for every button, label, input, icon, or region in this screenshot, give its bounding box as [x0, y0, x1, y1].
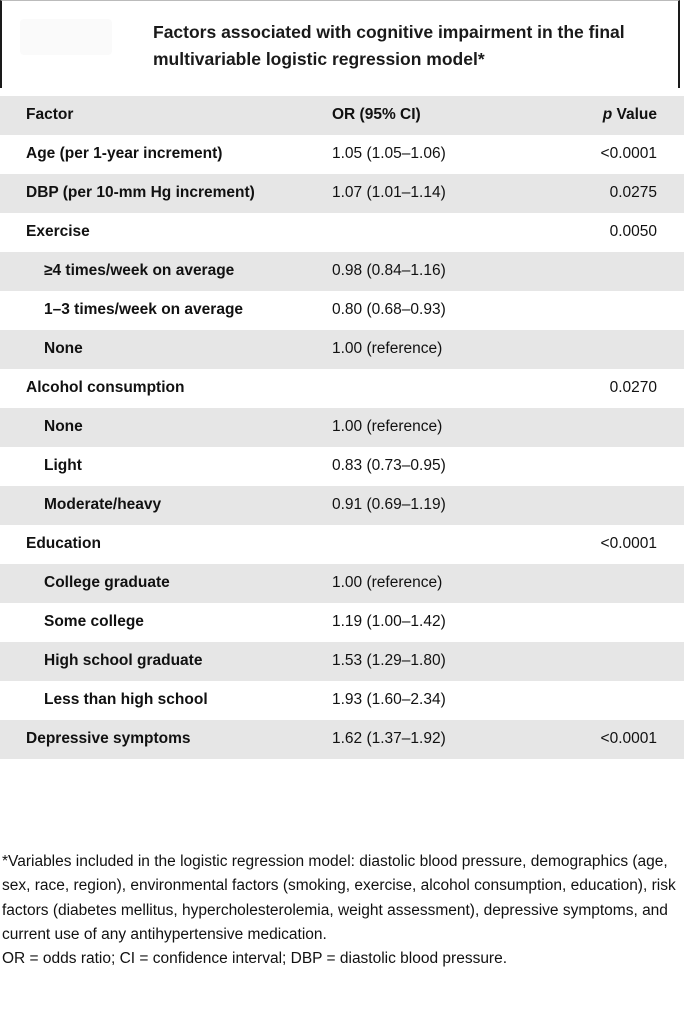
or-cell [306, 213, 554, 252]
or-cell: 0.91 (0.69–1.19) [306, 486, 554, 525]
table-row [0, 447, 684, 486]
p-value-cell [554, 603, 684, 642]
factor-cell: Exercise [26, 223, 90, 240]
p-value-cell [554, 252, 684, 291]
footnote-abbreviations: OR = odds ratio; CI = confidence interval; DBP = diastolic blood pressure. [2, 950, 508, 968]
table-row [0, 681, 684, 720]
table-row [0, 330, 684, 369]
table-row [0, 642, 684, 681]
factor-cell: Education [26, 535, 101, 552]
or-cell: 1.00 (reference) [306, 564, 554, 603]
table-row [0, 486, 684, 525]
factor-cell: None [0, 330, 306, 369]
column-header-or: OR (95% CI) [306, 96, 554, 135]
table-row [0, 291, 684, 330]
factor-cell: Depressive symptoms [0, 720, 306, 759]
factor-cell: ≥4 times/week on average [0, 252, 306, 291]
column-header-p-value [554, 96, 684, 135]
table-title: Factors associated with cognitive impairment in the final multivariable logistic regression model* [153, 22, 625, 69]
or-cell [306, 369, 554, 408]
p-value-cell: 0.0270 [609, 379, 657, 396]
journal-badge [20, 19, 112, 55]
or-cell: 1.62 (1.37–1.92) [306, 720, 554, 759]
factor-cell: Light [44, 457, 82, 474]
p-value-label: Value [612, 106, 657, 123]
or-cell: 0.83 (0.73–0.95) [332, 457, 446, 474]
factor-cell: Moderate/heavy [0, 486, 306, 525]
p-value-cell [554, 447, 684, 486]
factor-cell: None [0, 408, 306, 447]
p-value-cell: <0.0001 [554, 720, 684, 759]
p-symbol: p [602, 106, 613, 123]
factor-cell: Alcohol consumption [26, 379, 185, 396]
table-row [0, 408, 684, 447]
column-header-factor: Factor [0, 96, 306, 135]
p-value-cell: <0.0001 [600, 535, 657, 552]
factor-cell: DBP (per 10-mm Hg increment) [0, 174, 306, 213]
or-cell: 1.19 (1.00–1.42) [332, 613, 446, 630]
or-cell: 0.98 (0.84–1.16) [306, 252, 554, 291]
p-value-cell: 0.0050 [609, 223, 657, 240]
p-value-cell [554, 564, 684, 603]
table-row [0, 369, 684, 408]
or-cell: 1.00 (reference) [306, 408, 554, 447]
factor-cell: High school graduate [0, 642, 306, 681]
table-row [0, 174, 684, 213]
table-row [0, 525, 684, 564]
p-value-cell [554, 330, 684, 369]
table-footnote [2, 850, 682, 971]
table-row [0, 720, 684, 759]
or-cell: 1.53 (1.29–1.80) [306, 642, 554, 681]
factor-cell: 1–3 times/week on average [44, 301, 244, 318]
table-row [0, 564, 684, 603]
table-row [0, 213, 684, 252]
p-value-cell: <0.0001 [600, 145, 657, 162]
factor-cell: College graduate [0, 564, 306, 603]
or-cell [306, 525, 554, 564]
p-value-cell [554, 486, 684, 525]
p-value-cell [554, 291, 684, 330]
or-cell: 1.05 (1.05–1.06) [332, 145, 446, 162]
p-value-cell [554, 681, 684, 720]
p-value-cell: 0.0275 [554, 174, 684, 213]
regression-table [0, 96, 684, 759]
table-row [0, 135, 684, 174]
table-row [0, 252, 684, 291]
factor-cell: Less than high school [44, 691, 208, 708]
p-value-cell [554, 642, 684, 681]
table-header-box [0, 0, 680, 88]
or-cell: 1.07 (1.01–1.14) [306, 174, 554, 213]
footnote-variables: *Variables included in the logistic regression model: diastolic blood pressure, demographics (age, sex, race, region), environmental factors (smoking, exercise, alcohol consumption, education), risk factors (diabetes mellitus, hypercholesterolemia, weight assessment), depressive symptoms, and current use of any antihypertensive medication. [2, 853, 676, 943]
table-header-row [0, 96, 684, 135]
or-cell: 1.93 (1.60–2.34) [332, 691, 446, 708]
factor-cell: Some college [44, 613, 144, 630]
factor-cell: Age (per 1-year increment) [26, 145, 223, 162]
p-value-cell [554, 408, 684, 447]
table-row [0, 603, 684, 642]
or-cell: 1.00 (reference) [306, 330, 554, 369]
or-cell: 0.80 (0.68–0.93) [332, 301, 446, 318]
